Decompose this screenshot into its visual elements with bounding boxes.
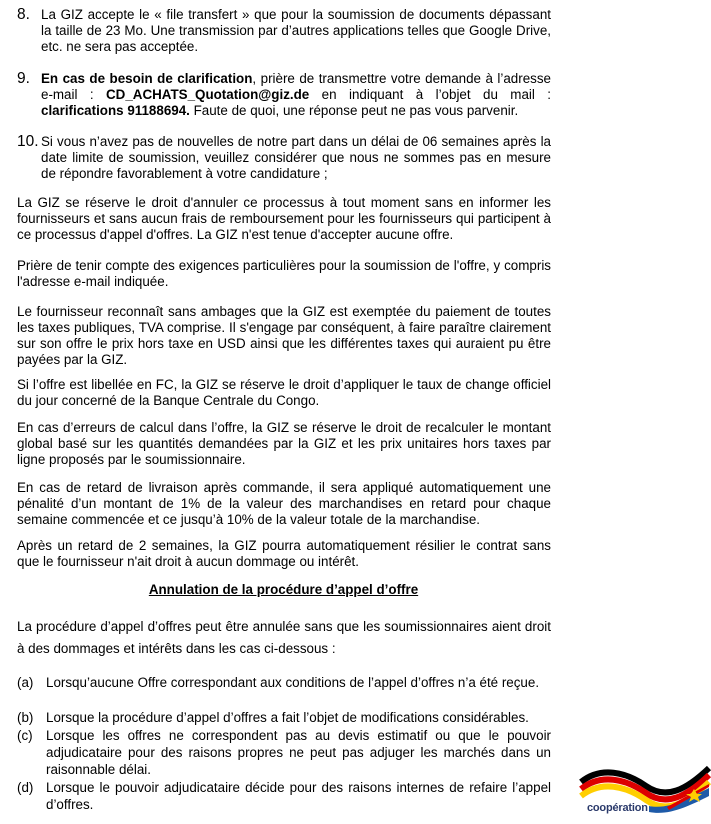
case-item-c [17,727,551,778]
cooperation-logo [571,760,711,819]
item-text-part: , prière de transmettre votre demande à l’adresse e-mail : [41,71,551,102]
paragraph-cancel-right: La GIZ se réserve le droit d'annuler ce processus à tout moment sans en informer les fournisseurs et sans aucun frais de remboursement pour les fournisseurs qui participent à ce processus d'appel d'offres. La GIZ n'est tenue d'accepter aucune offre. [17,195,551,242]
clarification-heading: En cas de besoin de clarification [41,71,253,86]
case-item-d [17,779,551,813]
email-address: CD_ACHATS_Quotation@giz.de [106,87,310,102]
case-label: (d) [17,780,34,795]
numbered-item-8 [17,7,551,55]
paragraph-currency: Si l’offre est libellée en FC, la GIZ se réserve le droit d’appliquer le taux de change officiel du jour concerné de la Banque Centrale du Congo. [17,377,551,408]
paragraph-requirements: Prière de tenir compte des exigences particulières pour la soumission de l'offre, y compris l'adresse e-mail indiquée. [17,258,551,289]
logo-text: coopération [587,802,648,814]
item-text: La GIZ accepte le « file transfert » que pour la soumission de documents dépassant la taille de 23 Mo. Une transmission par d’autres applications telles que Google Drive, etc. ne sera pas acceptée. [41,7,551,54]
item-number: 9. [17,70,30,87]
case-text: Lorsque le pouvoir adjudicataire décide pour des raisons internes de refaire l’appel d’offres. [46,780,551,812]
paragraph-tax-exemption: Le fournisseur reconnaît sans ambages que la GIZ est exemptée du paiement de toutes les taxes publiques, TVA comprise. Il s'engage par conséquent, à faire paraître clairement sur son offre le prix hors taxe en USD ainsi que les différentes taxes qui auraient pu être payées par la GIZ. [17,304,551,367]
case-label: (c) [17,728,33,743]
paragraph-contract-termination: Après un retard de 2 semaines, la GIZ pourra automatiquement résilier le contrat sans que le fournisseur n'ait droit à aucun dommage ou intérêt. [17,538,551,569]
case-label: (a) [17,675,34,690]
item-text: Si vous n’avez pas de nouvelles de notre part dans un délai de 06 semaines après la date limite de soumission, veuillez considérer que nous ne sommes pas en mesure de répondre favorablement à votre candidature ; [41,134,551,181]
numbered-item-9 [17,71,551,119]
paragraph-calculation-errors: En cas d’erreurs de calcul dans l’offre, la GIZ se réserve le droit de recalculer le montant global basé sur les quantités demandées par la GIZ et les prix unitaires hors taxes par ligne proposés par le soumissionnaire. [17,420,551,467]
section-intro: La procédure d’appel d’offres peut être annulée sans que les soumissionnaires aient droit à des dommages et intérêts dans les cas ci-dessous : [17,619,551,656]
item-text [41,71,551,119]
case-item-a [17,674,551,691]
numbered-item-10 [17,134,551,182]
item-text-part: en indiquant à l’objet du mail : [309,87,551,102]
case-text: Lorsqu’aucune Offre correspondant aux conditions de l’appel d’offres n’a été reçue. [46,675,540,690]
case-item-b [17,709,551,726]
paragraph-late-delivery: En cas de retard de livraison après commande, il sera appliqué automatiquement une pénalité d’un montant de 1% de la valeur des marchandises en retard pour chaque semaine commencée et ce jusqu’à 10% de la valeur totale de la marchandise. [17,480,551,527]
case-text: Lorsque la procédure d’appel d’offres a fait l’objet de modifications considérables. [46,710,529,725]
mail-subject: clarifications 91188694. [41,103,190,118]
case-label: (b) [17,710,34,725]
item-text-part: Faute de quoi, une réponse peut ne pas vous parvenir. [189,103,519,118]
item-number: 8. [17,6,30,23]
item-number: 10. [17,133,39,150]
case-text: Lorsque les offres ne correspondent pas au devis estimatif ou que le pouvoir adjudicataire pour des raisons propres ne peut pas adjuger les marchés dans un raisonnable délai. [46,728,551,777]
section-title: Annulation de la procédure d’appel d’offre [148,582,419,597]
